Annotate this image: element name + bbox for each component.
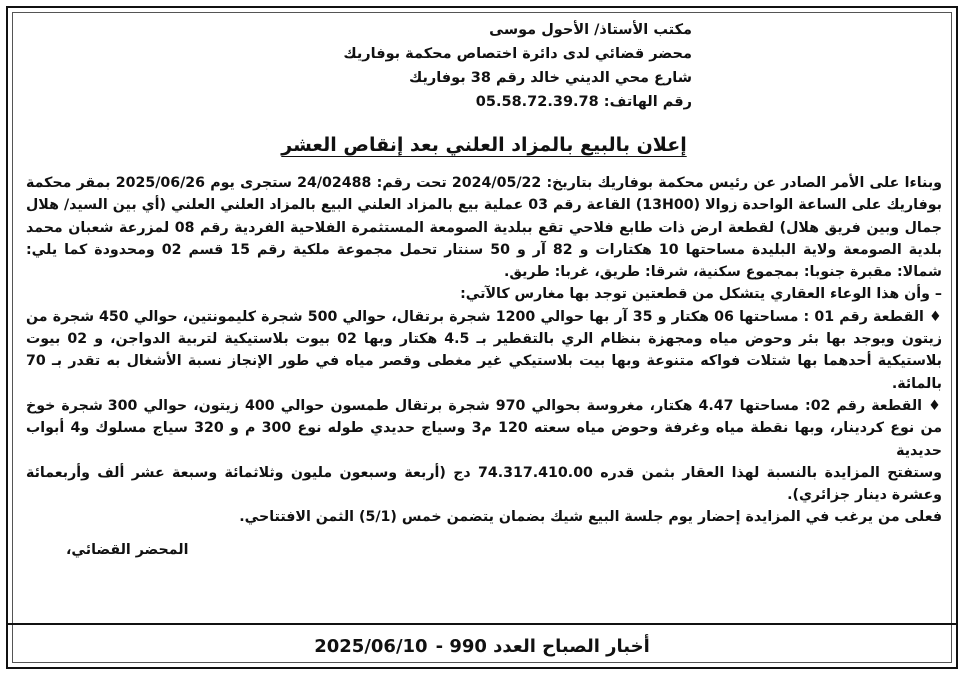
notice-body: [26, 172, 942, 561]
paragraph-parcel-2: ♦ القطعة رقم 02: مساحتها 4.47 هكتار، مغروسة بحوالي 970 شجرة برتقال طمسون حوالي 400 زيتون، حوالي 300 شجرة خوخ من نوع كردينار، وبها نقطة مياه وغرفة وحوض مياه سعته 120 م3 وسياج حديدي طوله نوع 300 م و 320 سياج مسلوك و4 أبواب حديدية: [26, 397, 942, 459]
notice-title: إعلان بالبيع بالمزاد العلني بعد إنقاص العشر: [281, 134, 687, 156]
office-address: شارع محي الديني خالد رقم 38 بوفاريك: [408, 70, 692, 86]
newspaper-issue: أخبار الصباح العدد 990 -: [435, 635, 650, 657]
office-header: [26, 18, 692, 114]
paragraph-order: وبناءا على الأمر الصادر عن رئيس محكمة بوفاريك بتاريخ: 2024/05/22 تحت رقم: 24/02488 ستجرى يوم 2025/06/26 بمقر محكمة بوفاريك على الساعة الواحدة زوالا (13H00) القاعة رقم 03 عملية بيع بالمزاد العلني البيع بالمزاد العلني العلني (أي بين السيد/ هلال جمال وبين فريق هلال) لقطعة ارض ذات طابع فلاحي تقع ببلدية الصومعة المستثمرة الفلاحية الفردية رقم 08 لمزرعة شعبان محمد بلدية الصومعة ولاية البليدة مساحتها 10 هكتارات و 82 آر و 50 سنتار تحمل مجموعة ملكية رقم 15 قسم 02 ومحدودة كما يلي: شمالا: مقبرة جنوبا: بمجموع سكنية، شرقا: طريق، غربا: طريق.: [26, 175, 942, 281]
office-jurisdiction: محضر قضائي لدى دائرة اختصاص محكمة بوفاريك: [343, 46, 692, 62]
bailiff-signature: المحضر القضائي،: [66, 541, 189, 558]
notice-frame: [6, 6, 958, 669]
paragraph-guarantee: فعلى من يرغب في المزايدة إحضار يوم جلسة البيع شيك بضمان يتضمن خمس (5/1) الثمن الافتتاحي.: [239, 509, 942, 526]
paragraph-opening-price: وستفتح المزايدة بالنسبة لهذا العقار بثمن قدره 74.317.410.00 دج (أربعة وسبعون مليون وثلاثمائة وسبعة عشر ألف وأربعمائة وعشرة دينار جزائري).: [26, 464, 942, 504]
paragraph-parcel-1: ♦ القطعة رقم 01 : مساحتها 06 هكتار و 35 آر بها حوالي 1200 شجرة برتقال، حوالي 500 شجرة كليمونتين، حوالي 450 شجرة من زيتون ويوجد بها بئر وحوض مياه ومجهزة بنظام الري بالتقطير بـ 4.5 هكتار وبها 02 بيوت بلاستيكية لتربية الدواجن، و 02 بيوت بلاستيكية أحدهما بها شتلات فواكه متنوعة وبها بيت بلاستيكي غير مغطى وقصر مياه في طور الإنجاز نسبة الأشغال به تقدر بـ 70 بالمائة.: [26, 308, 943, 392]
office-phone: رقم الهاتف: 05.58.72.39.78: [475, 94, 692, 110]
office-name: مكتب الأستاذ/ الأحول موسى: [489, 22, 692, 38]
publication-date: 2025/06/10: [314, 635, 428, 657]
notice-content: [26, 18, 942, 561]
newspaper-footer: [8, 623, 956, 667]
paragraph-parcels-intro: – وأن هذا الوعاء العقاري يتشكل من قطعتين توجد بها مغارس كالآتي:: [460, 286, 942, 303]
